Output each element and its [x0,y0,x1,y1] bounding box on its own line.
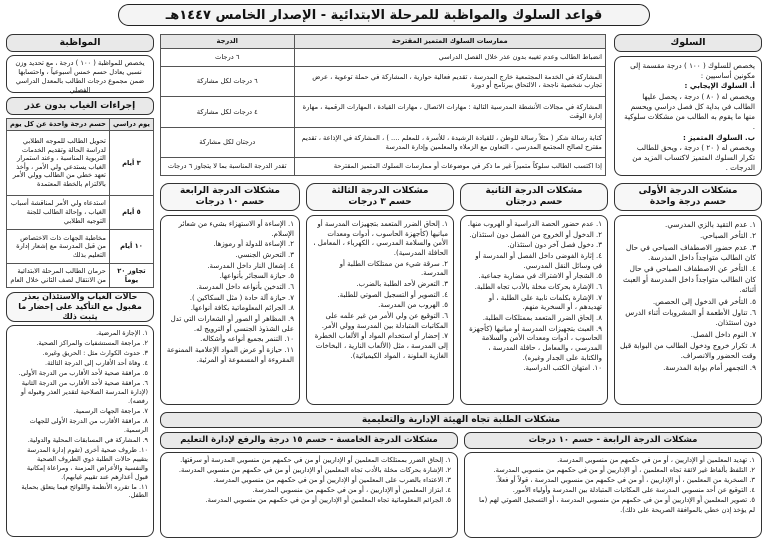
list-item: ٧. حيازة آلة حادة ( مثل السكاكين ). [189,293,294,302]
list-item: ١١. ما تقرره الأنظمة واللوائح فيما يتعلق بحماية الطفل. [21,482,148,500]
table-cell: كتابة رسالة شكر ( مثلاً رسالة للوطن ، للقيادة الرشيدة ، للأسرة ، للمعلم .... ) ، المشاركة في الإذاعة ، تقديم مقترح لصالح المجتمع المدرسي ، التعاون مع الزملاء والمعلمين وإدارة المدرسة [294,127,606,158]
table-cell: تقدر الدرجة المناسبة بما لا يتجاوز ٦ درجات [161,158,295,176]
conduct-line: ويخصص له ( ٢٠ ) درجة ، ويحق للطالب تكرار السلوك المتميز لاكتساب المزيد من الدرجات . [632,142,755,173]
list-item: ٩. المظاهر أو الصور أو الشعارات التي تدل على الشذوذ الجنسي أو الترويج له. [170,314,294,333]
list-item: ٨. الجرائم المعلوماتية بكافة أنواعها. [190,304,294,313]
table-header: حسم درجة واحدة عن كل يوم [7,119,110,131]
list-item: ٦. التدخين بأنواعه داخل المدرسة. [196,282,294,291]
list-item: ٨. إلحاق الضرر المتعمد بممتلكات الطلبة. [482,313,602,322]
conduct-line: يخصص للسلوك ( ١٠٠ ) درجة مقسمة إلى مكونين أساسيين : [630,61,755,81]
staff-heading: مشكلات الطلبة تجاه الهيئة الإدارية والتعليمية [160,412,762,428]
list-item: ٥. حيازة السجائر بأنواعها. [219,272,294,281]
table-header: ممارسات السلوك المتميز المقترحة [294,35,606,49]
list-item: ١١. حيازة أو عرض المواد الإعلامية الممنوعة المقروءة أو المسموعة أو المرئية. [166,345,294,364]
list-item: ٢. الإساءة للدولة أو رموزها. [213,240,294,249]
list-item: ٧. الإشارة بكلمات نابية على الطلبة ، أو تهديدهم ، أو السخرية منهم. [488,293,602,312]
level-subtitle: حسم درجة واحدة [649,197,727,207]
list-item: ٥. مرافقة صحية لأحد الأقارب من الدرجة الأولى. [18,368,148,377]
level-title: مشكلات الدرجة الأولى [638,185,738,196]
level-1-heading [614,183,762,211]
list-item: ٩. المشاركة في المسابقات المحلية والدولية. [27,435,148,444]
table-cell: تجاوز ٢٠ يوماً [109,264,153,288]
list-item: ٢. مراجعة المستشفيات والمراكز الصحية. [36,338,148,347]
list-item: ٣. حدوث الكوارث مثل : الحريق وغيره. [42,348,148,357]
level-2-heading [460,183,608,211]
list-item: ٥. الجرائم المعلوماتية تجاه المعلمين أو الإداريين أو من في حكمهم من منسوبي المدرسة. [205,496,451,505]
list-item: ٥. الهروب من المدرسة. [378,301,448,310]
list-item: ٦. التوقيع عن ولي الأمر من غير علمه على المكاتبات المتبادلة بين المدرسة وولي الأمر. [321,311,448,330]
table-row [7,264,154,288]
list-item: ٧. مراجعة الجهات الرسمية. [73,406,148,415]
list-item: ٥. تصوير المعلمين أو الإداريين أو من في حكمهم من منسوبي المدرسة ، أو التسجيل الصوتي لهم (ما لم يؤخذ إذن خطي بالموافقة الصريحة على ذلك). [479,496,755,514]
list-item: ٣. عدم حضور الاصطفاف الصباحي في حال كان الطالب متواجداً داخل المدرسة. [625,242,756,263]
list-item: ٢. التأخر الصباحي. [699,231,756,241]
attendance-heading: المواظبة [6,34,154,52]
list-item: ٧. إحضار أو استخدام المواد أو الألعاب الخطرة إلى المدرسة ، مثل (الألعاب النارية ، البخاخات الغازية الملونة ، المواد الكيميائية). [314,332,448,360]
table-cell: تحويل الطالب للموجه الطلابي لدراسة الحالة وتقديم الخدمات التربوية المناسبة ، وعند استمرار الغياب يستدعي ولي الأمر ، وأخذ تعهد خطي من الطالب وولي الأمر بالالتزام بالخطة المعتمدة [7,131,110,196]
table-cell: انضباط الطالب وعدم تغيبه بدون عذر خلال الفصل الدراسي [294,49,606,67]
table-cell: المشاركة في الخدمة المجتمعية خارج المدرسة ، تقديم فعالية حوارية ، المشاركة في حملة توعوية ، عرض تجارب شخصية ناجحة ، الالتحاق ببرنامج أو دورة [294,66,606,97]
list-item: ٤. إشعال النار داخل المدرسة. [207,261,294,270]
attendance-text: يخصص للمواظبة ( ١٠٠ ) درجة ، مع تحديد وزن نسبي يعادل حسم خمس أسبوعياً ، واحتسابها ضمن مجموع درجات الطالب بالمعدل الدراسي الفصلي [6,55,154,93]
exceptions-panel [6,325,154,537]
level-title: مشكلات الدرجة الرابعة [180,185,280,196]
level-subtitle: حسم درجتان [505,197,563,207]
conduct-heading: السلوك [614,34,762,52]
level-title: مشكلات الدرجة الثالثة [331,185,429,196]
list-item: ١. الإساءة أو الاستهزاء بشيء من شعائر الإسلام. [178,220,294,238]
staff-fifth-heading: مشكلات الدرجة الخامسة - حسم ١٥ درجة والرفع لإدارة التعليم [160,432,458,449]
level-3-heading [306,183,454,211]
absence-table [6,118,154,288]
list-item: ٣. التعرض لأحد الطلبة بالضرب. [356,279,448,288]
list-item: ٢. الإشارة بحركات مخلة بالأدب تجاه المعلمين أو الإداريين أو من في حكمهم من منسوبي المدرسة. [178,466,451,475]
list-item: ١. إلحاق الضرر بممتلكات المعلمين أو الإداريين أو من في حكمهم من منسوبي المدرسة أو سرقتها. [180,456,451,464]
list-item: ٣. دخول فصل آخر دون استئذان. [507,241,602,250]
table-row [161,127,606,158]
list-item: ٨. مرافقة الأقارب من الدرجة الأولى للجهات الرسمية. [29,416,148,434]
level-4-heading [160,183,300,211]
table-cell: إذا اكتسب الطالب سلوكاً متميزاً غير ما ذكر في موضوعات أو ممارسات السلوك المتميز المقترحة [294,158,606,176]
list-item: ٥. التأخر في الدخول إلى الحصص. [652,296,756,306]
staff-fourth-heading: مشكلات الدرجة الرابعة - حسم ١٠ درجات [464,432,762,449]
list-item: ٤. ابتزاز المعلمين أو الإداريين ، أو من في حكمهم من منسوبي المدرسة. [252,486,451,495]
list-item: ٢. الدخول أو الخروج من الفصل دون استئذان. [469,230,602,239]
list-item: ٦. تناول الأطعمة أو المشروبات أثناء الدرس دون استئذان. [625,307,756,328]
table-row [7,229,154,263]
table-cell: ٤ درجات لكل مشاركة [161,97,295,128]
table-cell: ٥ أيام [109,195,153,229]
list-item: ٦. مرافقة صحية لأحد الأقارب من الدرجة الثانية (لإدارة المدرسة الصلاحية لتقدير العذر وقبوله أو رفضه). [20,378,148,405]
table-header: الدرجة [161,35,295,49]
table-row [161,97,606,128]
level-1-list [614,215,762,405]
staff-fifth-list [160,452,458,538]
list-item: ١٠. التنمر بجميع أنواعه وأشكاله. [200,335,294,344]
level-subtitle: حسم ١٠ درجات [195,197,265,207]
table-cell: استدعاء ولي الأمر لمناقشة أسباب الغياب ، وإحالة الطالب للجنة التوجيه الطلابي [7,195,110,229]
conduct-line: ويخصص له ( ٨٠ ) درجة ، يحصل عليها الطالب في بداية كل فصل دراسي ويحسم منها ما يقوم به الطالب من مشكلات سلوكية . [624,91,755,132]
list-item: ١. عدم التقيد بالزي المدرسي. [665,220,756,229]
list-item: ٣. الاعتداء بالضرب على المعلمين أو الإداريين أو من في حكمهم من منسوبي المدرسة. [213,476,451,485]
level-4-list [160,215,300,405]
list-item: ٤. وفاة أحد الأقارب إلى الدرجة الثالثة. [45,358,148,367]
list-item: ٣. السخرية من المعلمين ، أو الإداريين ، أو من في حكمهم من منسوبي المدرسة ، قولاً أو فعلاً. [495,476,755,485]
table-cell: حرمان الطالب المرحلة الابتدائية من الانتقال لصف الثاني خلال العام [7,264,110,288]
list-item: ١٠. امتهان الكتب الدراسية. [523,364,602,373]
table-header: يوم دراسي [109,119,153,131]
table-row [7,195,154,229]
list-item: ١. الإجازة المرضية. [96,329,148,337]
list-item: ١. إلحاق الضرر المتعمد بتجهيزات المدرسة أو مبانيها (كأجهزة الحاسوب ، أدوات ومعدات الأمن والسلامة المدرسي ، الكهرباء ، المعامل ، الحافلة المدرسية). [313,220,448,257]
list-item: ١٠. ظروف صحية أخرى (تقوم إدارة المدرسة بتقييم حالات الطلبة ذوي الظروف الصحية والنفسية والأعراض المزمنة ، ومراعاة إمكانية قبول أعذارهم عند تقييم غيابهم). [26,445,148,481]
list-item: ٩. العبث بتجهيزات المدرسة أو مبانيها (كأجهزة الحاسوب ، أدوات ومعدات الأمن والسلامة المدرسي ، والمعامل ، حافلة المدرسة ، والكتابة على الجدار وغيره). [469,324,602,362]
conduct-line: أ. السلوك الإيجابي : [684,81,755,91]
list-item: ٧. النوم داخل الفصل. [690,329,756,339]
list-item: ٤. التصوير أو التسجيل الصوتي للطلبة. [337,290,448,299]
page-title: قواعد السلوك والمواظبة للمرحلة الابتدائية - الإصدار الخامس ١٤٤٧هـ [118,4,650,26]
conduct-line: ب. السلوك المتميز : [683,132,755,142]
level-title: مشكلات الدرجة الثانية [485,185,583,196]
list-item: ١. عدم حضور الحصة الدراسية أو الهروب منها. [467,220,602,228]
table-cell: مخاطبة الجهات ذات الاختصاص من قبل المدرسة مع إشعار إدارة التعليم بذلك [7,229,110,263]
list-item: ٢. التلفظ بألفاظ غير لائقة تجاه المعلمين ، أو الإداريين أو من في حكمهم من منسوبي المدرسة. [493,466,755,475]
list-item: ٤. إثارة الفوضى داخل الفصل أو المدرسة أو في وسائل النقل المدرسي. [475,251,602,270]
table-row [161,158,606,176]
level-3-list [306,215,454,405]
list-item: ٣. التحرش الجنسي. [235,250,294,259]
list-item: ٤. التوقيع عن أحد منسوبي المدرسة على المكاتبات المتبادلة بين المدرسة وأولياء الأمور. [512,486,755,495]
list-item: ٨. تكرار خروج ودخول الطالب من البوابة قبل وقت الحضور والانصراف. [620,340,756,361]
list-item: ٤. التأخر عن الاصطفاف الصباحي في حال كان الطالب متواجداً داخل المدرسة أو العبث أثنائه. [623,264,756,295]
absence-heading: إجراءات الغياب بدون عذر [6,97,154,115]
list-item: ١. تهديد المعلمين أو الإداريين ، أو من في حكمهم من منسوبي المدرسة. [557,456,755,464]
table-cell: ١٠ أيام [109,229,153,263]
conduct-panel [614,56,762,176]
table-cell: ٦ درجات لكل مشاركة [161,66,295,97]
level-subtitle: حسم ٣ درجات [348,197,412,207]
exceptions-heading: حالات الغياب والاستئذان بعذر مقبول مع التأكيد على إحضار ما يثبت ذلك [6,292,154,322]
table-cell: درجتان لكل مشاركة [161,127,295,158]
table-cell: ٣ أيام [109,131,153,196]
list-item: ٢. سرقة شيء من ممتلكات الطلبة أو المدرسة. [339,259,448,278]
list-item: ٩. التجمهر أمام بوابة المدرسة. [663,362,756,372]
distinguished-table [160,34,606,176]
list-item: ٥. الشجار أو الاشتراك في مضاربة جماعية. [478,272,602,281]
table-row [7,131,154,196]
table-cell: ٦ درجات [161,49,295,67]
level-2-list [460,215,608,405]
staff-fourth-list [464,452,762,538]
table-row [161,49,606,67]
list-item: ٦. الإشارة بحركات مخلة بالأدب تجاه الطلبة. [474,282,602,291]
table-cell: المشاركة في مجالات الأنشطة المدرسية التالية : مهارات الاتصال ، مهارات القيادة ، المهارات الرقمية ، مهارة إدارة الوقت [294,97,606,128]
table-row [161,66,606,97]
